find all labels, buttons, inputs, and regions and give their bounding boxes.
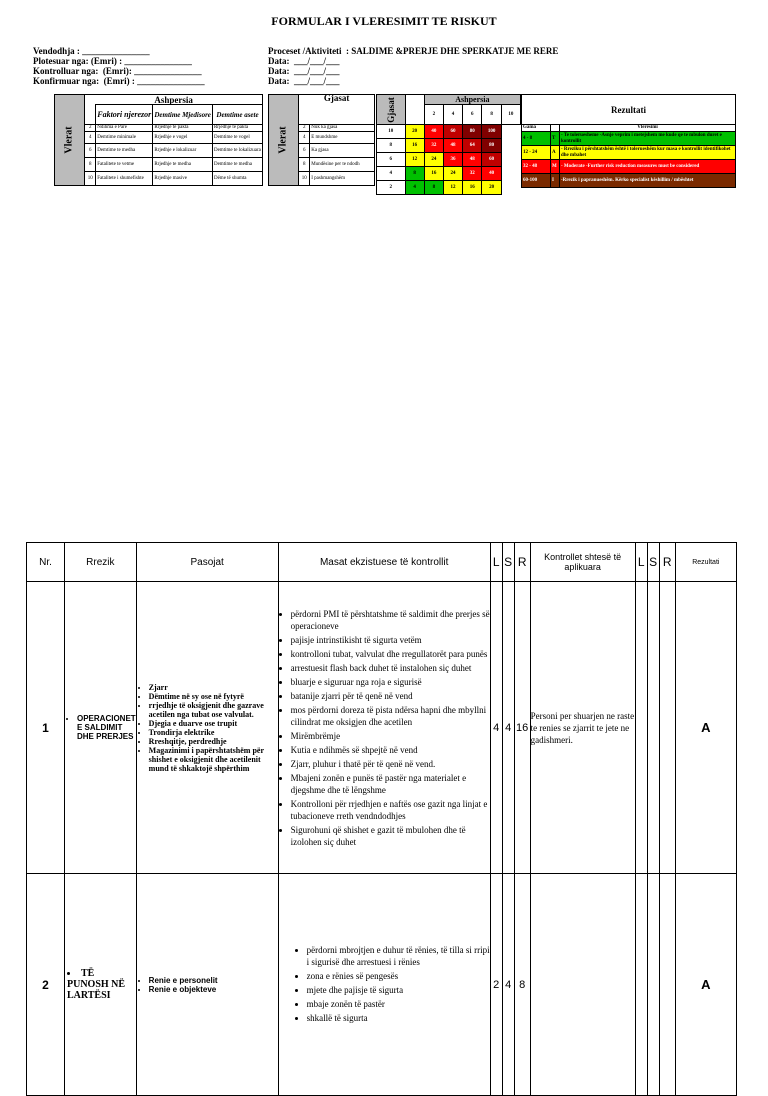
process-field: Proceset /Aktiviteti : SALDIME &PRERJE DHE SPERKATJE ME RERE	[268, 46, 559, 56]
col-kontrollet: Kontrollet shtesë të aplikuara	[530, 543, 635, 582]
date-field: Data: ___/___/___	[268, 76, 340, 86]
likelihood-title: Gjasat	[299, 95, 375, 125]
rating-text: - Te toleruesheme -Asnje veprim i metejshem me kude qe te mbulon duret e kontrollit	[560, 132, 736, 146]
likelihood-row-label: 4	[377, 167, 406, 181]
list-item: • Djegia e duarve ose trupit	[149, 719, 278, 728]
hazard-name: • TË PUNOSH NË LARTËSI	[67, 968, 136, 1001]
cell: Rrjedhje te medha	[153, 158, 213, 172]
col-s: S	[502, 543, 514, 582]
list-item: • Rreshqitje, perdredhje	[149, 737, 278, 746]
value-cell: 2	[85, 125, 96, 132]
result-value: A	[675, 582, 736, 874]
col-r2: R	[659, 543, 675, 582]
matrix-cell: 80	[463, 125, 482, 139]
cell: Rrjedhje e vogel	[153, 132, 213, 144]
cell: Demtime te medha	[96, 144, 153, 158]
matrix-cell: 24	[424, 153, 443, 167]
matrix-cell: 12	[405, 153, 424, 167]
risk-assessment-table	[26, 542, 737, 1096]
vlerat-label: Vlerat	[269, 95, 299, 186]
col-rrezik: Rrezik	[65, 543, 137, 582]
col-header: Demtime Mjedisore	[153, 105, 213, 125]
date-field: Data: ___/___/___	[268, 56, 340, 66]
matrix-cell: 16	[424, 167, 443, 181]
value-cell: 10	[299, 172, 310, 186]
hazard-cell	[65, 582, 137, 874]
list-item: • Sigurohuni që shishet e gazit të mbulohen dhe të izolohen siç duhet	[291, 824, 490, 848]
matrix-cell: 64	[463, 139, 482, 153]
range-cell: 12 - 24	[522, 146, 551, 160]
likelihood-row-label: 2	[377, 181, 406, 195]
matrix-cell: 16	[463, 181, 482, 195]
matrix-cell: 20	[405, 125, 424, 139]
cell: Nuk ka gjasa	[310, 125, 375, 132]
matrix-cell: 8	[424, 181, 443, 195]
cell: Fatalitete te vetme	[96, 158, 153, 172]
row-number: 1	[27, 582, 65, 874]
col-r: R	[514, 543, 530, 582]
cell: Rrjedhje te pakta	[212, 125, 262, 132]
severity-col: 6	[463, 105, 482, 125]
severity-value-2	[647, 874, 659, 1096]
matrix-cell: 32	[463, 167, 482, 181]
matrix-cell: 60	[482, 153, 501, 167]
checked-by-field: Kontrolluar nga: (Emri): _______________	[33, 66, 202, 76]
matrix-cell: 40	[482, 167, 501, 181]
consequences-cell	[136, 582, 278, 874]
risk-matrix	[376, 94, 521, 195]
list-item: • mos përdorni doreza të pista ndërsa hapni dhe mbyllni cilindrat me oksigjen dhe acetilen	[291, 704, 490, 728]
list-item: • mbaje zonën të pastër	[307, 998, 490, 1010]
cell: Demtime te lokalizuara	[212, 144, 262, 158]
severity-axis-label: Ashpersia	[424, 95, 520, 105]
matrix-cell: 40	[424, 125, 443, 139]
completed-by-field: Plotesuar nga: (Emri) : _______________	[33, 56, 192, 66]
range-cell: 32 - 48	[522, 160, 551, 174]
col-l2: L	[635, 543, 647, 582]
list-item: • përdorni PMI të përshtatshme të saldimit dhe prerjes së operacioneve	[291, 608, 490, 632]
risk-value-2	[659, 582, 675, 874]
code-cell: A	[551, 146, 560, 160]
matrix-cell: 16	[405, 139, 424, 153]
consequences-cell	[136, 874, 278, 1096]
list-item: • mjete dhe pajisje të sigurta	[307, 984, 490, 996]
matrix-cell: 36	[443, 153, 462, 167]
likelihood-row-label: 8	[377, 139, 406, 153]
row-number: 2	[27, 874, 65, 1096]
severity-value: 4	[502, 582, 514, 874]
severity-value-2	[647, 582, 659, 874]
hazard-name: • OPERACIONET E SALDIMIT DHE PRERJES	[77, 714, 136, 741]
matrix-cell: 100	[482, 125, 501, 139]
header-right	[268, 46, 558, 86]
table-row	[27, 582, 737, 874]
col-header: Faktori njerezor	[96, 105, 153, 125]
likelihood-row-label: 6	[377, 153, 406, 167]
cell: Rrjedhje e lokalizuar	[153, 144, 213, 158]
cell: I pashmangshëm	[310, 172, 375, 186]
list-item: • përdorni mbrojtjen e duhur të rënies, të tilla si rripi i sigurisë dhe arrestuesi i rënies	[307, 944, 490, 968]
additional-controls	[530, 874, 635, 1096]
risk-value: 8	[514, 874, 530, 1096]
severity-col: 2	[424, 105, 443, 125]
matrix-cell: 48	[443, 139, 462, 153]
value-cell: 2	[299, 125, 310, 132]
table-row	[27, 874, 737, 1096]
list-item: • Magazinimi i papërshtatshëm për shishet e oksigjenit dhe acetilenit mund të shkaktojë shpërthim	[149, 746, 278, 773]
list-item: • Renie e objekteve	[149, 985, 278, 994]
range-cell: 60-100	[522, 174, 551, 188]
col-masat: Masat ekzistuese të kontrollit	[278, 543, 490, 582]
additional-controls: Personi per shuarjen ne raste te renies se zjarrit te jete ne gadishmeri.	[530, 582, 635, 874]
severity-legend-table	[54, 94, 263, 186]
value-cell: 6	[85, 144, 96, 158]
matrix-cell: 60	[443, 125, 462, 139]
likelihood-axis-label: Gjasat	[377, 95, 406, 125]
header-left	[33, 46, 205, 86]
controls-cell	[278, 582, 490, 874]
severity-col: 8	[482, 105, 501, 125]
likelihood-legend-table	[268, 94, 375, 186]
list-item: • pajisje intrinstikisht të sigurta vetëm	[291, 634, 490, 646]
date-field: Data: ___/___/___	[268, 66, 340, 76]
list-item: • Kontrolloni për rrjedhjen e naftës ose gazit nga linjat e tubacioneve rreth vendndodhjes	[291, 798, 490, 822]
location-field: Vendodhja : _______________	[33, 46, 150, 56]
likelihood-value-2	[635, 874, 647, 1096]
hazard-cell	[65, 874, 137, 1096]
cell: E mundshme	[310, 132, 375, 144]
cell: Demtime minimale	[96, 132, 153, 144]
code-cell: M	[551, 160, 560, 174]
matrix-cell: 32	[424, 139, 443, 153]
likelihood-value: 4	[490, 582, 502, 874]
matrix-cell: 24	[443, 167, 462, 181]
list-item: • rrjedhje të oksigjenit dhe gazrave acetilen nga tubat ose valvulat.	[149, 701, 278, 719]
list-item: • batanije zjarri për të qenë në vend	[291, 690, 490, 702]
col-pasojat: Pasojat	[136, 543, 278, 582]
list-item: • arrestuesit flash back duhet të instalohen siç duhet	[291, 662, 490, 674]
rating-header: Vlerësimi	[560, 125, 736, 132]
range-cell: 4 - 8	[522, 132, 551, 146]
rating-text: - Rreziku i përshtatshëm ështё i toleruеshëm kur masa e kontrollit identifikohet dhe mbahet	[560, 146, 736, 160]
col-l: L	[490, 543, 502, 582]
list-item: • Zjarr, pluhur i thatë për të qenë në vend.	[291, 758, 490, 770]
cell: Rrjedhje te paktа	[153, 125, 213, 132]
matrix-cell: 4	[405, 181, 424, 195]
risk-value: 16	[514, 582, 530, 874]
severity-title: Ashpersia	[85, 95, 263, 105]
confirmed-by-field: Konfirmuar nga: (Emri) : _______________	[33, 76, 205, 86]
severity-value: 4	[502, 874, 514, 1096]
col-header: Demtime asete	[212, 105, 262, 125]
rating-text: -Rrezik i papranueshёm. Kёrko specialist kёshillim / mbёshtet	[560, 174, 736, 188]
cell: Dëme të shumta	[212, 172, 262, 186]
cell: Demtime te vogel	[212, 132, 262, 144]
value-cell: 6	[299, 144, 310, 158]
likelihood-value-2	[635, 582, 647, 874]
list-item: • Dëmtime në sy ose në fytyrë	[149, 692, 278, 701]
likelihood-value: 2	[490, 874, 502, 1096]
risk-value-2	[659, 874, 675, 1096]
matrix-cell: 48	[463, 153, 482, 167]
value-cell: 4	[299, 132, 310, 144]
matrix-cell: 8	[405, 167, 424, 181]
list-item: • Mirëmbrëmje	[291, 730, 490, 742]
cell: Ndihma e Pare	[96, 125, 153, 132]
cell: Rrjedhje masive	[153, 172, 213, 186]
severity-col: 4	[443, 105, 462, 125]
col-s2: S	[647, 543, 659, 582]
rating-text: - Moderate -Further risk reduction measures must be considered	[560, 160, 736, 174]
col-nr: Nr.	[27, 543, 65, 582]
matrix-cell: 80	[482, 139, 501, 153]
cell: Fatalitete i shumefishte	[96, 172, 153, 186]
code-cell: T	[551, 132, 560, 146]
range-header: Gama	[522, 125, 551, 132]
value-cell: 4	[85, 132, 96, 144]
cell: Demtime te medha	[212, 158, 262, 172]
list-item: • Zjarr	[149, 683, 278, 692]
matrix-cell: 20	[482, 181, 501, 195]
value-cell: 8	[299, 158, 310, 172]
cell: Ka gjasa	[310, 144, 375, 158]
list-item: • zona e rënies së pengesës	[307, 970, 490, 982]
results-title: Rezultati	[522, 95, 736, 125]
likelihood-row-label: 10	[377, 125, 406, 139]
list-item: • shkallë të sigurta	[307, 1012, 490, 1024]
list-item: • kontrolloni tubat, valvulat dhe rregullatorët para punës	[291, 648, 490, 660]
form-title: FORMULAR I VLERESIMIT TE RISKUT	[271, 14, 497, 28]
controls-cell	[278, 874, 490, 1096]
value-cell: 8	[85, 158, 96, 172]
result-value: A	[675, 874, 736, 1096]
severity-col: 10	[501, 105, 520, 125]
list-item: • Kutia e ndihmës së shpejtë në vend	[291, 744, 490, 756]
col-rezultati: Rezultati	[675, 543, 736, 582]
list-item: • Mbajeni zonën e punës të pastër nga materialet e djegshme dhe të lëngshme	[291, 772, 490, 796]
code-cell: I	[551, 174, 560, 188]
cell: Mundësine per te ndodh	[310, 158, 375, 172]
matrix-cell: 12	[443, 181, 462, 195]
list-item: • bluarje e siguruar nga roja e sigurisë	[291, 676, 490, 688]
list-item: • Trondirja elektrike	[149, 728, 278, 737]
results-legend-table	[521, 94, 736, 188]
value-cell: 10	[85, 172, 96, 186]
vlerat-label: Vlerat	[55, 95, 85, 186]
list-item: • Renie e personelit	[149, 976, 278, 985]
